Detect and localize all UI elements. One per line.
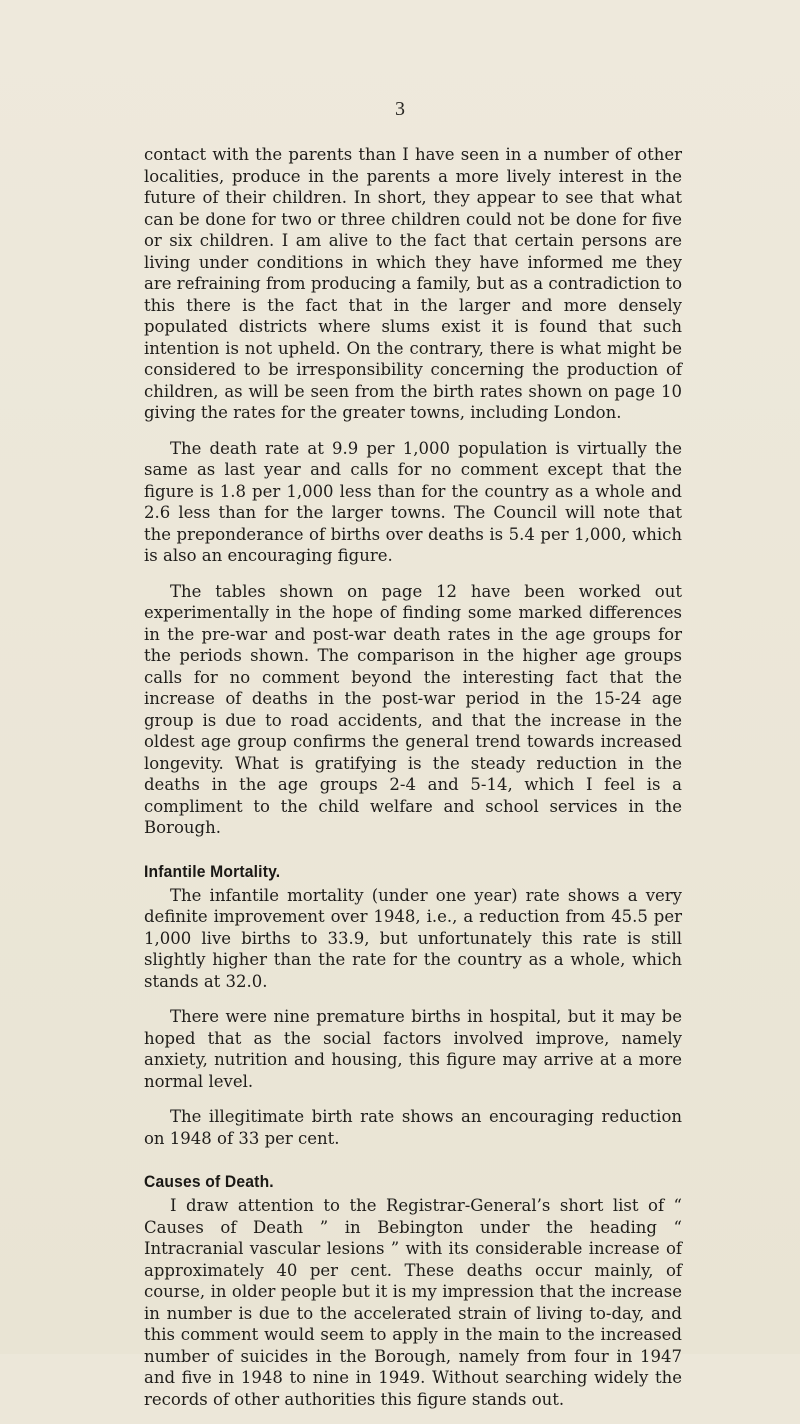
page-number: 3 bbox=[395, 98, 405, 120]
causes-of-death-heading: Causes of Death. bbox=[144, 1172, 274, 1191]
intro-paragraph-1: contact with the parents than I have seen in a number of other localities, produce in the parents a more lively interest in the future of their children. In short, they appear to see that what can be done for two or three children could not be done for five or six children. I am alive to the fact that certain persons are living under conditions in which they have informed me they are refraining from producing a family, but as a contradiction to this there is the fact that in the larger and more densely populated districts where slums exist it is found that such intention is not upheld. On the contrary, there is what might be considered to be irresponsibility concerning the production of children, as will be seen from the birth rates shown on page 10 giving the rates for the greater towns, including London. bbox=[144, 145, 682, 422]
intro-paragraph-2: The death rate at 9.9 per 1,000 population is virtually the same as last year and calls for no comment except that the figure is 1.8 per 1,000 less than for the country as a whole and 2.6 less than for the larger towns. The Council will note that the preponderance of births over deaths is 5.4 per 1,000, which is also an encouraging figure. bbox=[144, 438, 682, 565]
report-body bbox=[144, 144, 682, 1424]
infantile-paragraph-1: The infantile mortality (under one year) rate shows a very definite improvement over 1948, i.e., a reduction from 45.5 per 1,000 live births to 33.9, but unfortunately this rate is still slightly higher than the rate for the country as a whole, which stands at 32.0. bbox=[144, 885, 682, 991]
infantile-paragraph-2: There were nine premature births in hospital, but it may be hoped that as the social factors involved improve, namely anxiety, nutrition and housing, this figure may arrive at a more normal level. bbox=[144, 1007, 682, 1091]
causes-paragraph-1: I draw attention to the Registrar-General’s short list of “ Causes of Death ” in Bebington under the heading “ Intracranial vascular lesions ” with its considerable increase of approximately 40 per cent. These deaths occur mainly, of course, in older people but it is my impression that the increase in number is due to the accelerated strain of living to-day, and this comment would seem to apply in the main to the increased number of suicides in the Borough, namely from four in 1947 and five in 1948 to nine in 1949. Without searching widely the records of other authorities this figure stands out. bbox=[144, 1196, 682, 1409]
intro-paragraph-3: The tables shown on page 12 have been worked out experimentally in the hope of finding some marked differences in the pre-war and post-war death rates in the age groups for the periods shown. The comparison in the higher age groups calls for no comment beyond the interesting fact that the increase of deaths in the post-war period in the 15-24 age group is due to road accidents, and that the increase in the oldest age group confirms the general trend towards increased longevity. What is gratifying is the steady reduction in the deaths in the age groups 2-4 and 5-14, which I feel is a compliment to the child welfare and school services in the Borough. bbox=[144, 581, 682, 837]
infantile-mortality-heading: Infantile Mortality. bbox=[144, 861, 281, 881]
infantile-paragraph-3: The illegitimate birth rate shows an encouraging reduction on 1948 of 33 per cent. bbox=[144, 1107, 682, 1148]
